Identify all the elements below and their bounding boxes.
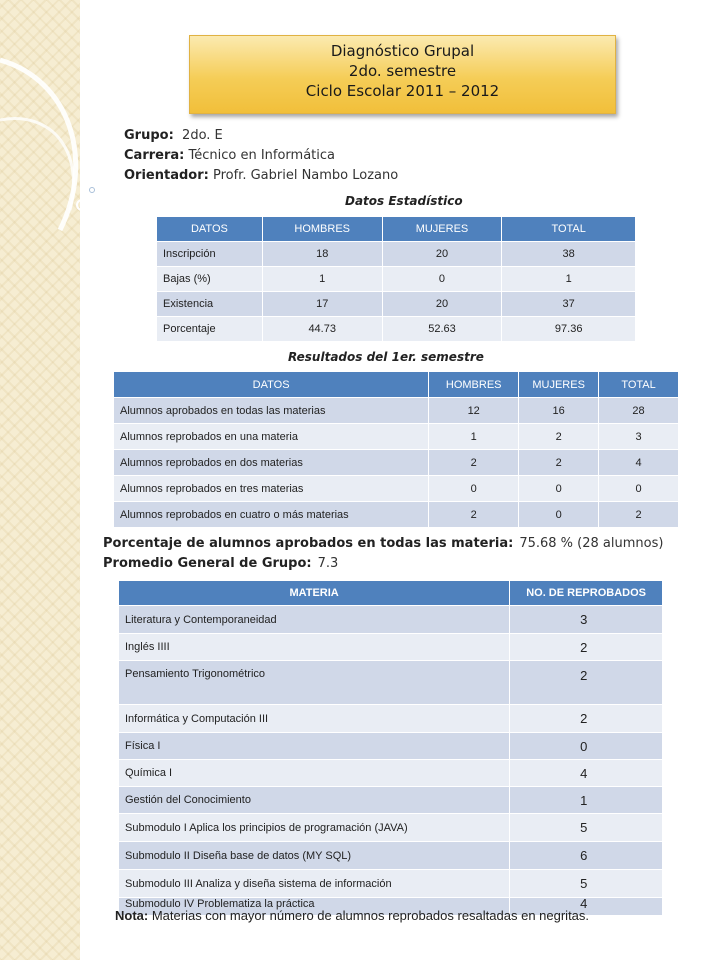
results-cell: 12: [429, 398, 519, 424]
results-table: [113, 371, 679, 528]
title-banner: [189, 35, 616, 114]
subject-failed-count: 4: [510, 760, 663, 787]
results-cell: 1: [429, 424, 519, 450]
results-cell: 4: [599, 450, 679, 476]
title-line-2: 2do. semestre: [348, 62, 457, 80]
subject-failed-count: 2: [510, 705, 663, 733]
stats-header-row: [157, 217, 636, 242]
title-line-3: Ciclo Escolar 2011 – 2012: [305, 82, 500, 100]
subject-name: Submodulo I Aplica los principios de programación (JAVA): [119, 814, 510, 842]
stats-header-cell: HOMBRES: [262, 217, 382, 242]
results-cell: 2: [599, 502, 679, 528]
stats-header-cell: DATOS: [157, 217, 263, 242]
results-header-cell: TOTAL: [599, 372, 679, 398]
subject-name: Literatura y Contemporaneidad: [119, 606, 510, 634]
table-row: [114, 450, 679, 476]
grupo-value: 2do. E: [182, 128, 223, 143]
table-row: [157, 267, 636, 292]
pass-percentage-label: Porcentaje de alumnos aprobados en todas las materia:: [103, 536, 514, 551]
stats-cell: 1: [502, 267, 636, 292]
stats-table: [156, 216, 636, 342]
results-cell: 3: [599, 424, 679, 450]
subject-failed-count: 5: [510, 870, 663, 898]
subject-failed-count: 1: [510, 787, 663, 814]
pass-percentage-value: 75.68 % (28 alumnos): [519, 536, 664, 551]
note-text: Materias con mayor número de alumnos reprobados resaltadas en negritas.: [151, 908, 590, 923]
subject-failed-count: 2: [510, 634, 663, 661]
stats-cell: 20: [382, 242, 502, 267]
stats-header-cell: TOTAL: [502, 217, 636, 242]
subject-name: Física I: [119, 733, 510, 760]
orientador-label: Orientador:: [124, 168, 209, 183]
table-row: [157, 242, 636, 267]
stats-cell: 97.36: [502, 317, 636, 342]
results-caption: Resultados del 1er. semestre: [288, 350, 484, 364]
table-row: [119, 733, 663, 760]
results-cell: 28: [599, 398, 679, 424]
results-cell: 2: [519, 424, 599, 450]
stats-cell: Bajas (%): [157, 267, 263, 292]
table-row: [119, 870, 663, 898]
table-row: [119, 705, 663, 733]
results-header-cell: MUJERES: [519, 372, 599, 398]
results-header-cell: HOMBRES: [429, 372, 519, 398]
table-row: [119, 606, 663, 634]
group-average-label: Promedio General de Grupo:: [103, 556, 312, 571]
table-row: [119, 634, 663, 661]
subject-failed-count: 4: [510, 898, 663, 916]
results-header-cell: DATOS: [114, 372, 429, 398]
stats-cell: Porcentaje: [157, 317, 263, 342]
title-line-1: Diagnóstico Grupal: [330, 42, 475, 60]
table-row: [119, 787, 663, 814]
stats-cell: 18: [262, 242, 382, 267]
subject-name: Submodulo III Analiza y diseña sistema de información: [119, 870, 510, 898]
subject-name: Química I: [119, 760, 510, 787]
subject-failed-count: 0: [510, 733, 663, 760]
results-cell: 2: [429, 502, 519, 528]
results-cell: 0: [429, 476, 519, 502]
table-row: [114, 398, 679, 424]
stats-caption: Datos Estadístico: [345, 194, 463, 208]
grupo-label: Grupo:: [124, 128, 174, 143]
results-cell: Alumnos reprobados en cuatro o más materias: [114, 502, 429, 528]
carrera-value: Técnico en Informática: [188, 148, 335, 163]
results-header-row: [114, 372, 679, 398]
results-cell: Alumnos reprobados en tres materias: [114, 476, 429, 502]
results-cell: 2: [519, 450, 599, 476]
stats-cell: 37: [502, 292, 636, 317]
table-row: [119, 661, 663, 705]
stats-cell: Inscripción: [157, 242, 263, 267]
results-cell: 0: [519, 476, 599, 502]
subject-name: Pensamiento Trigonométrico: [119, 661, 510, 705]
subject-failed-count: 6: [510, 842, 663, 870]
stats-header-cell: MUJERES: [382, 217, 502, 242]
subjects-header-row: [119, 581, 663, 606]
results-cell: 2: [429, 450, 519, 476]
stats-cell: 44.73: [262, 317, 382, 342]
carrera-label: Carrera:: [124, 148, 185, 163]
table-row: [114, 502, 679, 528]
table-row: [119, 842, 663, 870]
orientador-value: Profr. Gabriel Nambo Lozano: [212, 168, 399, 183]
stats-cell: Existencia: [157, 292, 263, 317]
results-cell: Alumnos reprobados en dos materias: [114, 450, 429, 476]
stats-cell: 52.63: [382, 317, 502, 342]
stats-cell: 38: [502, 242, 636, 267]
table-row: [114, 476, 679, 502]
group-info: [124, 126, 398, 186]
stats-cell: 0: [382, 267, 502, 292]
summary-block: [103, 534, 663, 574]
table-row: [157, 292, 636, 317]
results-cell: Alumnos reprobados en una materia: [114, 424, 429, 450]
results-cell: Alumnos aprobados en todas las materias: [114, 398, 429, 424]
subject-name: Submodulo II Diseña base de datos (MY SQL): [119, 842, 510, 870]
subject-failed-count: 2: [510, 661, 663, 705]
subjects-table: [118, 580, 663, 916]
table-row: [157, 317, 636, 342]
subject-failed-count: 3: [510, 606, 663, 634]
results-cell: 0: [599, 476, 679, 502]
stats-cell: 20: [382, 292, 502, 317]
subject-failed-count: 5: [510, 814, 663, 842]
decorative-curves: [0, 0, 110, 280]
note-label: Nota:: [115, 908, 149, 923]
results-cell: 0: [519, 502, 599, 528]
stats-cell: 1: [262, 267, 382, 292]
subject-name: Inglés IIII: [119, 634, 510, 661]
footnote: [115, 908, 589, 923]
subjects-header-cell: MATERIA: [119, 581, 510, 606]
stats-cell: 17: [262, 292, 382, 317]
results-cell: 16: [519, 398, 599, 424]
table-row: [119, 760, 663, 787]
subject-name: Submodulo IV Problematiza la práctica: [119, 898, 510, 916]
table-row: [114, 424, 679, 450]
subject-name: Informática y Computación III: [119, 705, 510, 733]
subject-name: Gestión del Conocimiento: [119, 787, 510, 814]
group-average-value: 7.3: [317, 556, 339, 571]
subjects-header-cell: NO. DE REPROBADOS: [510, 581, 663, 606]
table-row: [119, 814, 663, 842]
